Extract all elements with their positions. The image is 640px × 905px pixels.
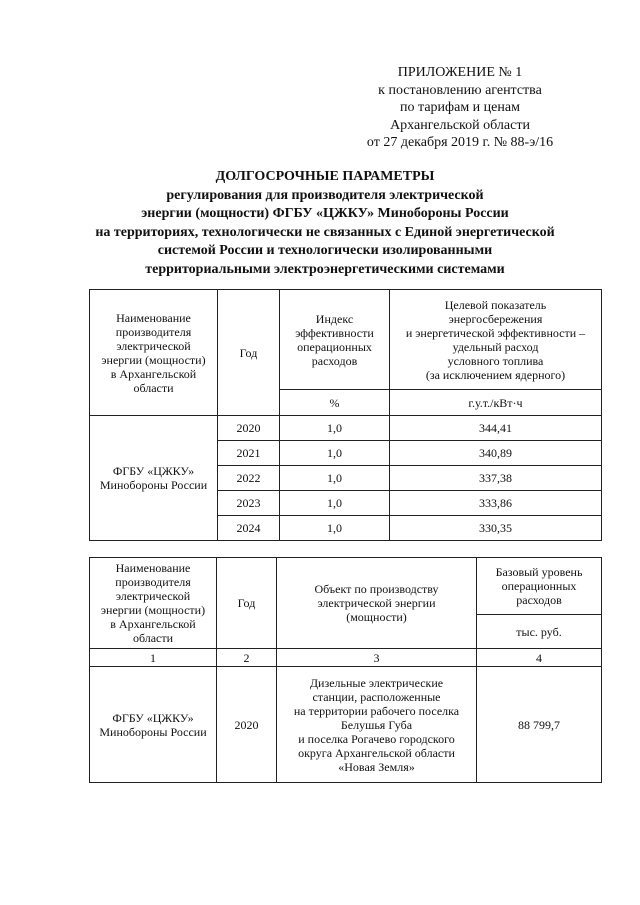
target-cell: 333,86 [390,491,602,516]
column-number: 4 [477,649,602,667]
target-unit: г.у.т./кВт·ч [390,390,602,416]
appendix-line: от 27 декабря 2019 г. № 88-э/16 [366,135,554,150]
efficiency-parameters-table [89,289,602,541]
object-header: Объект по производству электрической энергии (мощности) [277,558,477,649]
document-title [60,168,590,279]
producer-header: Наименование производителя электрической энергии (мощности) в Архангельской области [90,558,217,649]
column-number: 3 [277,649,477,667]
year-header: Год [217,558,277,649]
year-cell: 2020 [217,667,277,783]
title-line: системой России и технологически изолированными [157,243,493,258]
column-number: 1 [90,649,217,667]
index-cell: 1,0 [280,416,390,441]
index-cell: 1,0 [280,516,390,541]
title-line: энергии (мощности) ФГБУ «ЦЖКУ» Минобороны России [141,206,509,221]
base-expenses-table [89,557,602,783]
appendix-line: к постановлению агентства [378,82,542,98]
title-line: на территориях, технологически не связанных с Единой энергетической [95,224,555,240]
base-level-header: Базовый уровень операционных расходов [477,558,602,615]
target-indicator-header: Целевой показатель энергосбережения и энергетической эффективности – удельный расход условного топлива (за исключением ядерного) [390,290,602,390]
appendix-line: по тарифам и ценам [400,100,520,115]
producer-name: ФГБУ «ЦЖКУ» Минобороны России [90,667,217,783]
base-unit: тыс. руб. [477,615,602,649]
appendix-line: ПРИЛОЖЕНИЕ № 1 [397,65,523,80]
target-cell: 340,89 [390,441,602,466]
object-description: Дизельные электрические станции, расположенные на территории рабочего поселка Белушья Губа и поселка Рогачево городского округа Архангельской области «Новая Земля» [277,667,477,783]
index-cell: 1,0 [280,466,390,491]
efficiency-index-header: Индекс эффективности операционных расходов [280,290,390,390]
index-unit: % [280,390,390,416]
year-cell: 2020 [218,416,280,441]
target-cell: 337,38 [390,466,602,491]
year-cell: 2022 [218,466,280,491]
title-line: регулирования для производителя электрической [166,187,484,203]
year-cell: 2021 [218,441,280,466]
title-line: ДОЛГОСРОЧНЫЕ ПАРАМЕТРЫ [215,169,435,184]
producer-name: ФГБУ «ЦЖКУ» Минобороны России [90,416,218,541]
index-cell: 1,0 [280,441,390,466]
year-header: Год [218,290,280,416]
base-level-value: 88 799,7 [477,667,602,783]
column-number: 2 [217,649,277,667]
producer-header: Наименование производителя электрической энергии (мощности) в Архангельской области [90,290,218,416]
target-cell: 344,41 [390,416,602,441]
target-cell: 330,35 [390,516,602,541]
appendix-line: Архангельской области [390,117,530,133]
index-cell: 1,0 [280,491,390,516]
appendix-header [340,64,580,152]
title-line: территориальными электроэнергетическими системами [145,261,505,277]
year-cell: 2024 [218,516,280,541]
year-cell: 2023 [218,491,280,516]
